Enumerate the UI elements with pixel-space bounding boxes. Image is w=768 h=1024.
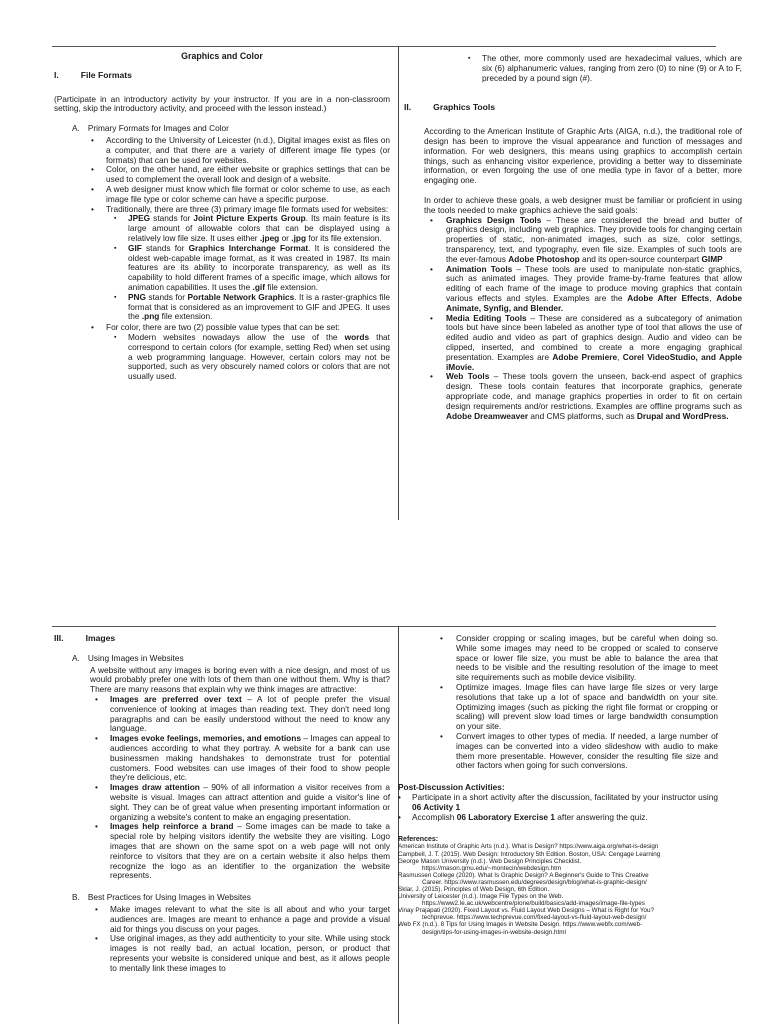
tool-example: Adobe Animate xyxy=(446,292,743,313)
achieve-paragraph: In order to achieve these goals, a web designer must be familiar or proficient in using the tools needed to make graphics achieve the said goals: xyxy=(424,194,742,215)
references xyxy=(398,836,718,935)
format-text: . Its main feature is its large amount of allowable colors that can be displayed using a relatively low file size. It uses either xyxy=(128,213,391,243)
format-name: GIF xyxy=(128,242,142,253)
subheading-primary-formats xyxy=(72,124,390,134)
practice-item: • Make images relevant to what the site is all about and who your target audiences are. Images are meant to enhance a page and provide a visual aid for things you discuss on your pages. xyxy=(110,905,390,934)
format-name: PNG xyxy=(128,291,146,302)
tool-example: GIMP xyxy=(701,253,723,264)
tool-name: Web Tools xyxy=(446,371,490,382)
reason-text: – Images can appeal to audiences according to what they portray. A website for a bank can use businessmen making handshakes to demonstrate trust for potential customers. Food websites can use images of their food to show people they're delicious, etc. xyxy=(110,733,390,783)
tool-example: Adobe Premiere xyxy=(552,351,618,362)
page-bottom-rule xyxy=(52,626,716,627)
format-text: . It is considered the oldest web-capable image format, as it was created in 1987. Its main features are its ability to incorporate transparency, as well as its capability to hold different frames of a specific image, which allows for animation capabilities. It uses the xyxy=(128,242,390,292)
practices-list xyxy=(54,905,390,974)
practice-item: • Convert images to other types of media. If needed, a large number of images can be converted into a video slideshow with audio to make them more presentable. However, consider the resulting file size and other factors when going for such conversions. xyxy=(456,732,718,771)
format-text: file extension. xyxy=(264,281,319,292)
reference-line: University of Leicester (n.d.). Image File Types on the Web. xyxy=(398,893,564,901)
subheading-letter: A. xyxy=(72,123,80,134)
tool-example: and WordPress. xyxy=(663,410,729,421)
format-full-name: Joint Picture Experts Group xyxy=(193,213,306,224)
section-heading-images xyxy=(54,634,390,644)
color-sublist-continued xyxy=(424,54,742,83)
color-emphasis: words xyxy=(344,331,370,342)
reason-item xyxy=(110,822,390,881)
tool-text: and CMS platforms, such as xyxy=(528,410,637,421)
section-heading-file-formats xyxy=(54,71,390,81)
tool-text: – These are considered the bread and butter of graphics design, including web graphics. They provide tools for changing certain properties of static, non-animated images, such as size, color settings, transparency, text, and typography, even file size. Examples of such tools are the ever-famous xyxy=(446,214,742,264)
reason-item xyxy=(110,734,390,783)
reason-item xyxy=(110,695,390,734)
subheading-best-practices xyxy=(72,893,390,903)
color-item-hex: ▪ The other, more commonly used are hexadecimal values, which are six (6) alphanumeric values, ranging from zero (0) to nine (9) or A to F, preceded by a pound sign (#). xyxy=(482,54,742,83)
format-sublist xyxy=(106,214,390,322)
list-item-text: Traditionally, there are three (3) primary image file formats used for websites: xyxy=(106,203,389,214)
tool-example: Corel VideoStudio xyxy=(622,351,696,362)
list-item xyxy=(106,323,390,382)
format-item-png xyxy=(128,293,390,322)
reference-line: Sklar, J. (2015). Principles of Web Design, 6th Edition. xyxy=(398,886,550,893)
reference-line: Vinay Prajapati (2020). Fixed Layout vs. Fluid Layout Web Designs – What is Right for You? xyxy=(398,907,654,915)
reason-title: Images evoke feelings, memories, and emotions xyxy=(110,733,301,744)
tool-name: Animation Tools xyxy=(446,263,513,274)
section-heading-graphics-tools xyxy=(404,103,742,113)
tool-example: Adobe After Effects xyxy=(627,292,710,303)
color-text: that correspond to certain colors (for example, setting Red) when set using a web programming language. However, certain colors may not be supported, such as very obscurely named colors or colors that are not usually used. xyxy=(128,331,390,382)
post-item xyxy=(412,793,718,813)
section-number: III. xyxy=(54,633,64,643)
file-format-bullets xyxy=(54,136,390,382)
subheading-title: Best Practices for Using Images in Websites xyxy=(87,892,251,903)
intro-paragraph: (Participate in an introductory activity by your instructor. If you are in a non-classroom setting, skip the introductory activity, and proceed with the lesson instead.) xyxy=(54,93,390,114)
format-text: stands for xyxy=(150,213,194,224)
tool-item-graphics-design xyxy=(446,216,742,265)
column-divider xyxy=(398,46,399,520)
post-text: Accomplish xyxy=(412,811,457,822)
reference-line: https://mason.gmu.edu/~montecin/webdesign.htm xyxy=(422,864,562,872)
practice-item: • Consider cropping or scaling images, but be careful when doing so. While some images may need to be cropped or scaled to conserve space or lower file size, you must be able to balance the area that needs to be visible and the resulting resolution of the image to meet site requirements such as mobile device visibility. xyxy=(456,634,718,683)
format-text: file extension. xyxy=(159,311,213,322)
format-extension: .jpg xyxy=(291,232,307,243)
reasons-list xyxy=(54,695,390,881)
reference-line: Web FX (n.d.). 8 Tips for Using Images in Website Design. https://www.webfx.com/web- xyxy=(398,921,643,929)
format-extension: .gif xyxy=(252,281,265,292)
tool-example: Drupal xyxy=(636,410,664,421)
subheading-using-images xyxy=(72,654,390,664)
tools-list xyxy=(424,216,742,422)
format-item-jpeg xyxy=(128,214,390,243)
tool-text: – These tools govern the unseen, back-end aspect of graphics design. These tools contain features that incorporate graphics, generate appropriate code, and manage graphics properties in order to fit on certain design requirements and/or restrictions. Examples are offline programs such as xyxy=(446,371,742,411)
reference-line: https://www2.le.ac.uk/webcentre/plone/build/basics/add-images/image-file-types xyxy=(422,900,645,908)
color-item-words xyxy=(128,333,390,382)
section-title: Graphics Tools xyxy=(433,102,496,113)
list-item: • According to the University of Leicester (n.d.), Digital images exist as files on a computer, and that there are a variety of different image file types (or formats) that can be used for websites. xyxy=(106,136,390,165)
tool-item-web xyxy=(446,372,742,421)
list-item: • A web designer must know which file format or color scheme to use, as each image file type or color scheme can have a specific purpose. xyxy=(106,185,390,205)
reason-title: Images draw attention xyxy=(110,782,200,793)
post-activity: 06 Laboratory Exercise 1 xyxy=(456,811,555,822)
list-item-text: For color, there are two (2) possible value types that can be set: xyxy=(106,322,340,333)
tool-example: , and Apple iMovie. xyxy=(446,351,742,372)
section-title: File Formats xyxy=(80,69,132,80)
post-activity: 06 Activity 1 xyxy=(412,801,461,812)
tool-text: , xyxy=(617,351,623,362)
reference-line: Rasmussen College (2020). What Is Graphic Design? A Beginner's Guide to This Creative xyxy=(398,871,649,879)
format-text: stands for xyxy=(145,291,188,302)
reference-line: George Mason University (n.d.). Web Design Principles Checklist. xyxy=(398,857,582,865)
reason-item xyxy=(110,783,390,822)
reason-text: – Some images can be made to take a special role by helping visitors identify the website they are visiting. Logo images that are shown on the same spot on a web page will not only reinforce to visitors that they are on a certain website it also helps them recognize the logo as an identifier to the organization the website represents. xyxy=(110,821,390,881)
tool-name: Graphics Design Tools xyxy=(446,214,542,225)
format-extension: .jpeg xyxy=(259,232,280,243)
tool-name: Media Editing Tools xyxy=(446,312,527,323)
tool-text: , xyxy=(709,292,717,303)
reason-text: – A lot of people prefer the visual convenience of looking at images than reading text. They don't need long paragraphs and can be easily understood without the need to know any language. xyxy=(110,693,390,734)
format-text: or xyxy=(279,232,292,243)
post-discussion xyxy=(398,783,718,822)
format-extension: .png xyxy=(141,311,160,322)
practice-item: • Use original images, as they add authenticity to your site. While using stock images is not really bad, an actual location, person, or product that represents your website is considered unique and best, as it allows people to mentally link these images to xyxy=(110,934,390,973)
reference-line: techprevue. https://www.techprevue.com/fixed-layout-vs-fluid-layout-web-design/ xyxy=(422,914,647,922)
post-text: after answering the quiz. xyxy=(554,811,648,822)
reference-line: American Institute of Graphic Arts (n.d.). What is Design? https://www.aiga.org/what-is-design xyxy=(398,843,659,851)
tool-item-media-editing xyxy=(446,314,742,373)
page-top-rule xyxy=(52,46,716,47)
post-discussion-list xyxy=(398,793,718,822)
tool-example: Adobe Dreamweaver xyxy=(446,410,529,421)
color-text: Modern websites nowadays allow the use of the xyxy=(128,331,345,342)
format-text: for its file extension. xyxy=(306,232,382,243)
color-sublist xyxy=(106,333,390,382)
post-text: Participate in a short activity after the discussion, facilitated by your instructor using xyxy=(412,791,718,802)
format-name: JPEG xyxy=(128,213,151,224)
list-item: • Color, on the other hand, are either website or graphics settings that can be used to complement the overall look and design of a website. xyxy=(106,165,390,185)
document-page-bottom xyxy=(0,626,768,1024)
format-text: stands for xyxy=(141,242,189,253)
subheading-title: Primary Formats for Images and Color xyxy=(87,123,229,134)
left-column xyxy=(54,52,390,383)
subheading-letter: B. xyxy=(72,892,80,903)
reference-line: Career. https://www.rasmussen.edu/degrees/design/blog/what-is-graphic-design/ xyxy=(422,878,647,886)
images-intro-paragraph: A website without any images is boring even with a nice design, and most of us would probably prefer one with lots of them than one without them. Why is that? There are many reasons that explain why we think images are attractive: xyxy=(90,664,390,695)
format-full-name: Graphics Interchange Format xyxy=(188,242,309,253)
post-item xyxy=(412,813,718,823)
practice-item: • Optimize images. Image files can have large file sizes or very large resolutions that take up a lot of space and bandwidth on your site. Optimizing images (such as picking the right file format or cropping or scaling) will prevent slow load times or large bandwidth consumption on your site. xyxy=(456,683,718,732)
tool-text: and its open-source counterpart xyxy=(579,253,702,264)
post-discussion-title: Post-Discussion Activities: xyxy=(398,782,505,793)
tool-example: Adobe Photoshop xyxy=(508,253,580,264)
reason-title: Images are preferred over text xyxy=(110,693,242,704)
tool-text: – These are considered as a subcategory of animation tools but have since been labeled as another type of tool that allows the use of edited audio and video as part of graphics design. Audio and video can be clipped, inserted, and combined to create a more engaging graphical presentation. Examples are xyxy=(446,312,742,362)
list-item xyxy=(106,205,390,323)
subheading-letter: A. xyxy=(72,652,80,663)
references-title: References: xyxy=(398,836,439,844)
reference-line: design/tips-for-using-images-in-website-design.html xyxy=(422,928,566,936)
left-column xyxy=(54,634,390,974)
tool-item-animation xyxy=(446,265,742,314)
reference-line: Campbell, J. T. (2015). Web Design: Introductory 5th Edition. Boston, USA: Cengage Learning xyxy=(398,850,661,858)
format-text: . It is a raster-graphics file format that is considered as an improvement to GIF and JPEG. It uses the xyxy=(128,291,390,322)
practices-list-continued xyxy=(398,634,718,771)
reason-title: Images help reinforce a brand xyxy=(110,821,234,832)
section-number: I. xyxy=(54,69,59,80)
section-title: Images xyxy=(85,633,116,643)
aiga-paragraph: According to the American Institute of Graphic Arts (AIGA, n.d.), the traditional role of design has been to improve the visual appearance and function of messages and information. For web designers, this means using graphics to accomplish certain things, such as enhancing visitor experience, providing a better way to disseminate information, or even forgoing the use of one media type in favor of a better, more engaging one. xyxy=(424,126,742,186)
tool-example: , Synfig, and Blender. xyxy=(478,302,564,313)
reason-text: – 90% of all information a visitor receives from a website is visual. Images can attract attention and guide a visitor's line of sight. They can be of great value when presenting important information or organizing a website's content to make an engaging presentation. xyxy=(110,782,390,822)
right-column xyxy=(404,53,743,421)
subheading-title: Using Images in Websites xyxy=(87,652,184,663)
page-title: Graphics and Color xyxy=(181,51,263,61)
format-full-name: Portable Network Graphics xyxy=(187,291,295,302)
format-item-gif xyxy=(128,244,390,293)
tool-text: – These tools are used to manipulate non-static graphics, such as animated images. They provide frame-by-frame features that allow editing of each frame of the image to produce moving graphics that contain various effects and styles. Examples are the xyxy=(446,263,742,303)
section-number: II. xyxy=(404,102,412,113)
right-column xyxy=(398,634,718,936)
